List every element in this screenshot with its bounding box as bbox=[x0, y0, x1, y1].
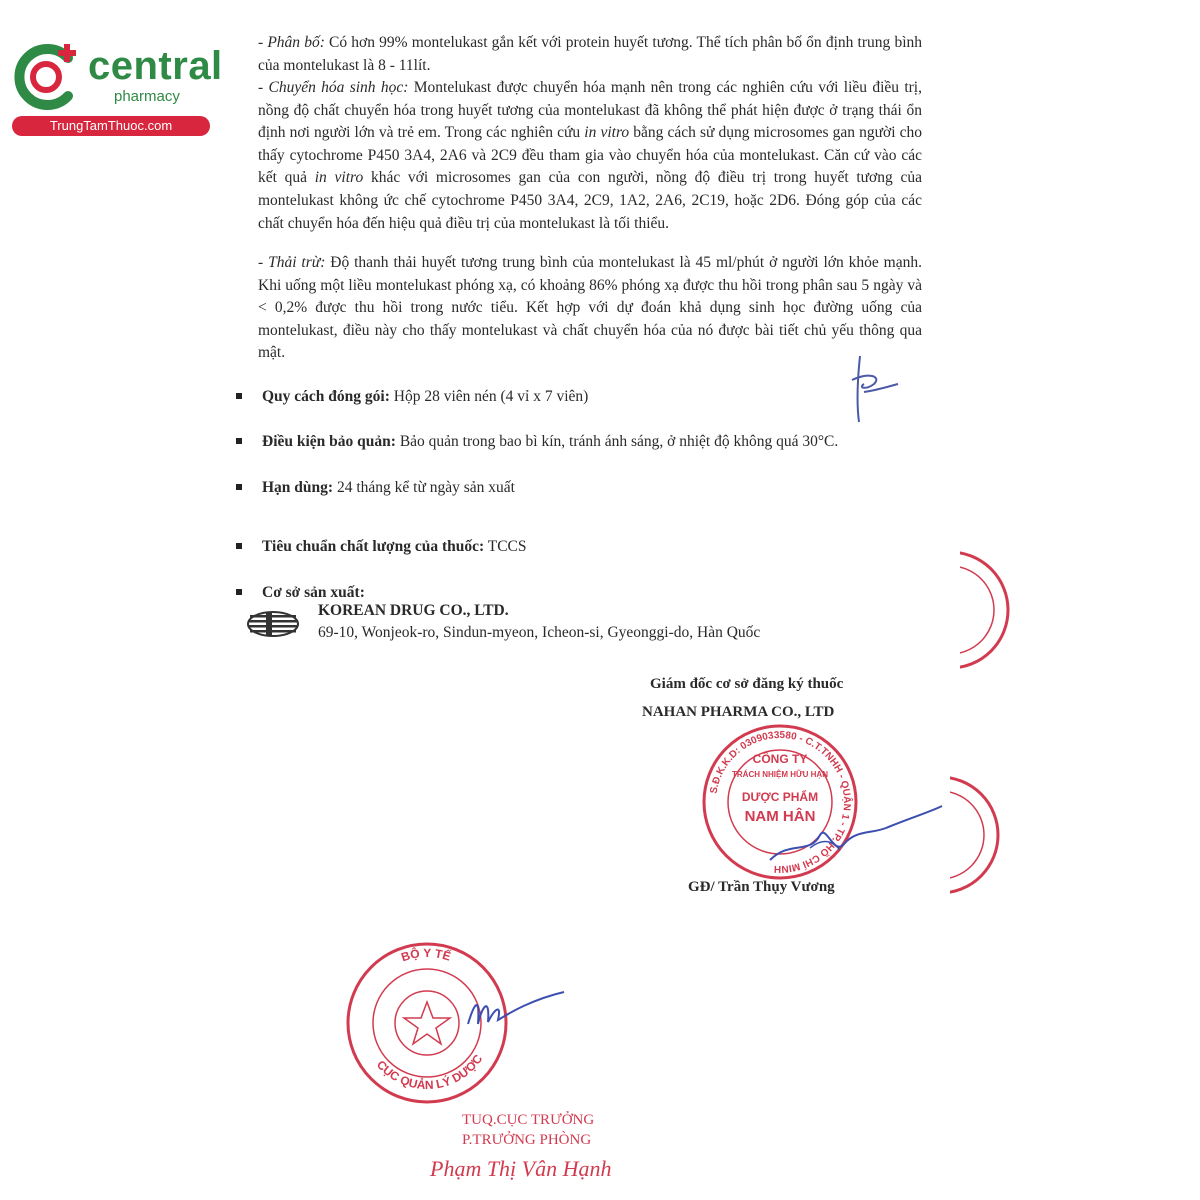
elimination-paragraph bbox=[258, 252, 922, 365]
company-stamp-ring-text: S.Đ.K.K.D: 0309033580 - C.T.TNHH - QUẬN 1 - TP. HỒ CHÍ MINH bbox=[708, 729, 853, 875]
metabolism-text-c: khác với microsomes gan của con người, nồng độ điều trị trong huyết tương của montelukast không ức chế cytochrome P450 3A4, 2C9, 1A2, 2A6, 2C19, hoặc 2D6. Đóng góp của các chất chuyển hóa đến hiệu quả điều trị của montelukast là tối thiểu. bbox=[258, 169, 922, 232]
manufacturer-name: KOREAN DRUG CO., LTD. bbox=[318, 602, 509, 619]
metabolism-text-b: bằng cách sử dụng microsomes gan người cho thấy cytochrome P450 3A4, 2A6 và 2C9 đều tham gia vào chuyển hóa của montelukast. Căn cứ vào các kết quả bbox=[258, 124, 922, 187]
metabolism-paragraph bbox=[258, 77, 922, 235]
bullet-marker bbox=[236, 438, 242, 444]
metabolism-label: - Chuyển hóa sinh học: bbox=[258, 79, 409, 96]
bullet-marker bbox=[236, 393, 242, 399]
star-emblem-icon bbox=[404, 1002, 450, 1044]
expiry-value: 24 tháng kể từ ngày sản xuất bbox=[333, 479, 515, 496]
director-signature bbox=[760, 800, 950, 880]
logo-website-link[interactable]: TrungTamThuoc.com bbox=[12, 116, 210, 136]
partial-stamp-right-top bbox=[960, 545, 1020, 675]
invitro-term: in vitro bbox=[314, 169, 364, 187]
korean-drug-logo-icon bbox=[246, 610, 300, 638]
logo-c-icon bbox=[10, 38, 88, 116]
company-stamp-line3: DƯỢC PHẨM bbox=[741, 790, 819, 804]
authority-line2: P.TRƯỞNG PHÒNG bbox=[462, 1132, 592, 1148]
elimination-text: Độ thanh thải huyết tương trung bình của montelukast là 45 ml/phút ở người lớn khỏe mạnh. Khi uống một liều montelukast phóng xạ, có khoảng 86% phóng xạ được thu hồi trong phân sau 5 ngày và < 0,2% được thu hồi trong nước tiểu. Kết hợp với dự đoán khả dụng sinh học đường uống của montelukast, điều này cho thấy montelukast và chất chuyển hóa của nó được bài tiết chủ yếu thông qua mật. bbox=[258, 254, 922, 362]
packaging-bullet bbox=[236, 388, 936, 410]
bullet-marker bbox=[236, 543, 242, 549]
packaging-value: Hộp 28 viên nén (4 vỉ x 7 viên) bbox=[389, 388, 589, 405]
logo-name: central bbox=[88, 44, 223, 88]
registrant-title: Giám đốc cơ sở đăng ký thuốc bbox=[650, 676, 844, 692]
bullet-marker bbox=[236, 484, 242, 490]
packaging-label: Quy cách đóng gói: bbox=[262, 388, 390, 405]
authority-name: Phạm Thị Vân Hạnh bbox=[430, 1156, 612, 1181]
standard-bullet bbox=[236, 538, 936, 560]
partial-stamp-right-bottom bbox=[950, 775, 1010, 905]
company-stamp-line1: CÔNG TY bbox=[752, 752, 808, 766]
authority-line1: TUQ.CỤC TRƯỞNG bbox=[462, 1112, 595, 1128]
registrant-signer: GĐ/ Trần Thụy Vương bbox=[688, 879, 835, 895]
distribution-text: Có hơn 99% montelukast gắn kết với protein huyết tương. Thể tích phân bố ổn định trung bình của montelukast là 8 - 11lít. bbox=[258, 34, 922, 74]
registrant-company: NAHAN PHARMA CO., LTD bbox=[642, 704, 835, 720]
company-stamp-line4: NAM HÂN bbox=[744, 808, 816, 825]
authority-ring-top: BỘ Y TẾ bbox=[399, 945, 453, 965]
expiry-bullet bbox=[236, 479, 936, 501]
manufacturer-address: 69-10, Wonjeok-ro, Sindun-myeon, Icheon-si, Gyeonggi-do, Hàn Quốc bbox=[318, 624, 761, 641]
logo-subtitle: pharmacy bbox=[114, 88, 180, 105]
distribution-label: - Phân bố: bbox=[258, 34, 325, 51]
bullet-marker bbox=[236, 589, 242, 595]
elimination-label: - Thải trừ: bbox=[258, 254, 326, 271]
storage-label: Điều kiện bảo quản: bbox=[262, 433, 396, 450]
authority-signature bbox=[460, 984, 570, 1044]
metabolism-text-a: Montelukast được chuyển hóa mạnh nên trong các nghiên cứu với liều điều trị, nồng độ chất chuyển hóa trong huyết tương của montelukast đã không thể phát hiện được ở trạng thái ổn định nơi người lớn và trẻ em. Trong các nghiên cứu bbox=[258, 79, 922, 142]
distribution-paragraph bbox=[258, 32, 922, 77]
invitro-term: in vitro bbox=[584, 124, 630, 142]
company-stamp-line2: TRÁCH NHIỆM HỮU HẠN bbox=[732, 770, 828, 779]
authority-ring-bottom: CỤC QUẢN LÝ DƯỢC bbox=[373, 1051, 486, 1093]
storage-value: Bảo quản trong bao bì kín, tránh ánh sáng, ở nhiệt độ không quá 30°C. bbox=[395, 433, 839, 450]
storage-bullet bbox=[236, 433, 936, 455]
standard-value: TCCS bbox=[484, 538, 527, 555]
central-pharmacy-logo bbox=[10, 36, 223, 146]
expiry-label: Hạn dùng: bbox=[262, 479, 334, 496]
manufacturer-label: Cơ sở sản xuất: bbox=[262, 584, 365, 601]
standard-label: Tiêu chuẩn chất lượng của thuốc: bbox=[262, 538, 485, 555]
